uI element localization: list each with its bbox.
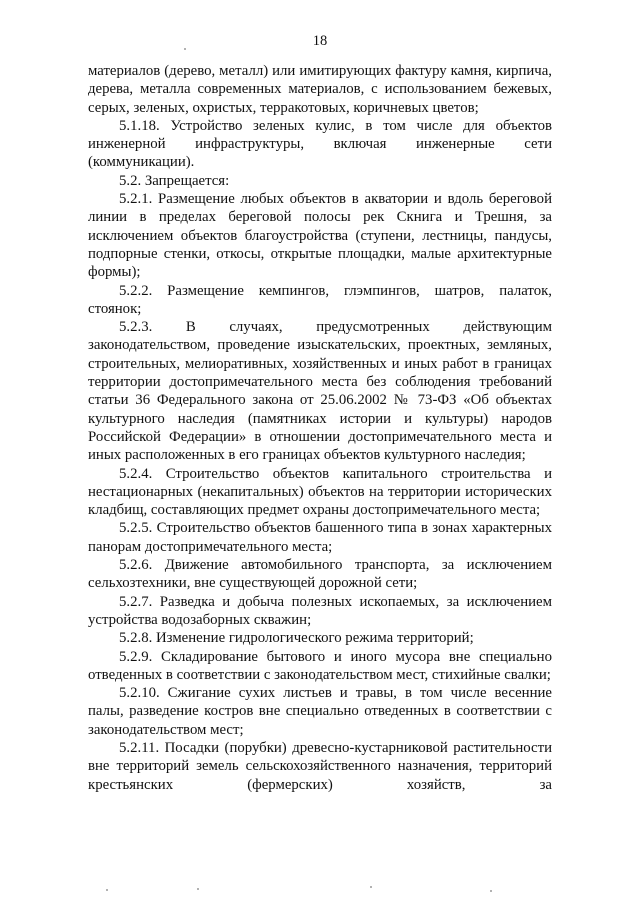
scan-speck <box>490 890 492 892</box>
page-number: 18 <box>312 33 328 49</box>
paragraph-5-2-11: 5.2.11. Посадки (порубки) древесно-кустарниковой растительности вне территорий земель сельскохозяйственного назначения, территорий крестьянских (фермерских) хозяйств, за <box>88 739 552 793</box>
paragraph-5-2-heading: 5.2. Запрещается: <box>119 172 230 189</box>
paragraph-5-2-2: 5.2.2. Размещение кемпингов, глэмпингов, шатров, палаток, стоянок; <box>88 282 552 317</box>
paragraph-5-2-9: 5.2.9. Складирование бытового и иного мусора вне специально отведенных в соответствии с законодательством мест, стихийные свалки; <box>88 648 552 683</box>
paragraph-5-2-10: 5.2.10. Сжигание сухих листьев и травы, в том числе весенние палы, разведение костров вне специально отведенных в соответствии с законодательством мест; <box>88 685 552 738</box>
document-body <box>88 62 552 794</box>
paragraph-5-1-18: 5.1.18. Устройство зеленых кулис, в том числе для объектов инженерной инфраструктуры, включая инженерные сети (коммуникации). <box>88 117 552 171</box>
paragraph-5-2-4: 5.2.4. Строительство объектов капитального строительства и нестационарных (некапитальных) объектов на территории исторических кладбищ, составляющих предмет охраны достопримечательного места; <box>88 465 552 519</box>
scan-speck <box>106 889 108 891</box>
paragraph-5-2-8: 5.2.8. Изменение гидрологического режима территорий; <box>119 630 474 647</box>
paragraph-5-2-7: 5.2.7. Разведка и добыча полезных ископаемых, за исключением устройства водозаборных скважин; <box>88 593 552 628</box>
paragraph-5-2-1: 5.2.1. Размещение любых объектов в акватории и вдоль береговой линии в пределах береговой полосы рек Скнига и Трешня, за исключением объектов благоустройства (ступени, лестницы, пандусы, подпорные стенки, откосы, открытые площадки, малые архитектурные формы); <box>88 191 552 281</box>
paragraph-5-2-6: 5.2.6. Движение автомобильного транспорта, за исключением сельхозтехники, вне существующей дорожной сети; <box>88 557 552 592</box>
paragraph-5-2-5: 5.2.5. Строительство объектов башенного типа в зонах характерных панорам достопримечательного места; <box>88 520 552 555</box>
scan-speck <box>370 886 372 888</box>
paragraph-5-2-3: 5.2.3. В случаях, предусмотренных действующим законодательством, проведение изыскательских, проектных, земляных, строительных, мелиоративных, хозяйственных и иных работ в границах территории достопримечательного места без соблюдения требований статьи 36 Федерального закона от 25.06.2002 № 73-ФЗ «Об объектах культурного наследия (памятниках истории и культуры) народов Российской Федерации» в отношении достопримечательного места и иных расположенных в его границах объектов культурного наследия; <box>88 319 552 464</box>
scan-speck <box>184 48 186 50</box>
paragraph-continuation: материалов (дерево, металл) или имитирующих фактуру камня, кирпича, дерева, металла современных материалов, с использованием бежевых, серых, зеленых, охристых, терракотовых, коричневых цветов; <box>88 63 552 116</box>
scan-speck <box>197 888 199 890</box>
